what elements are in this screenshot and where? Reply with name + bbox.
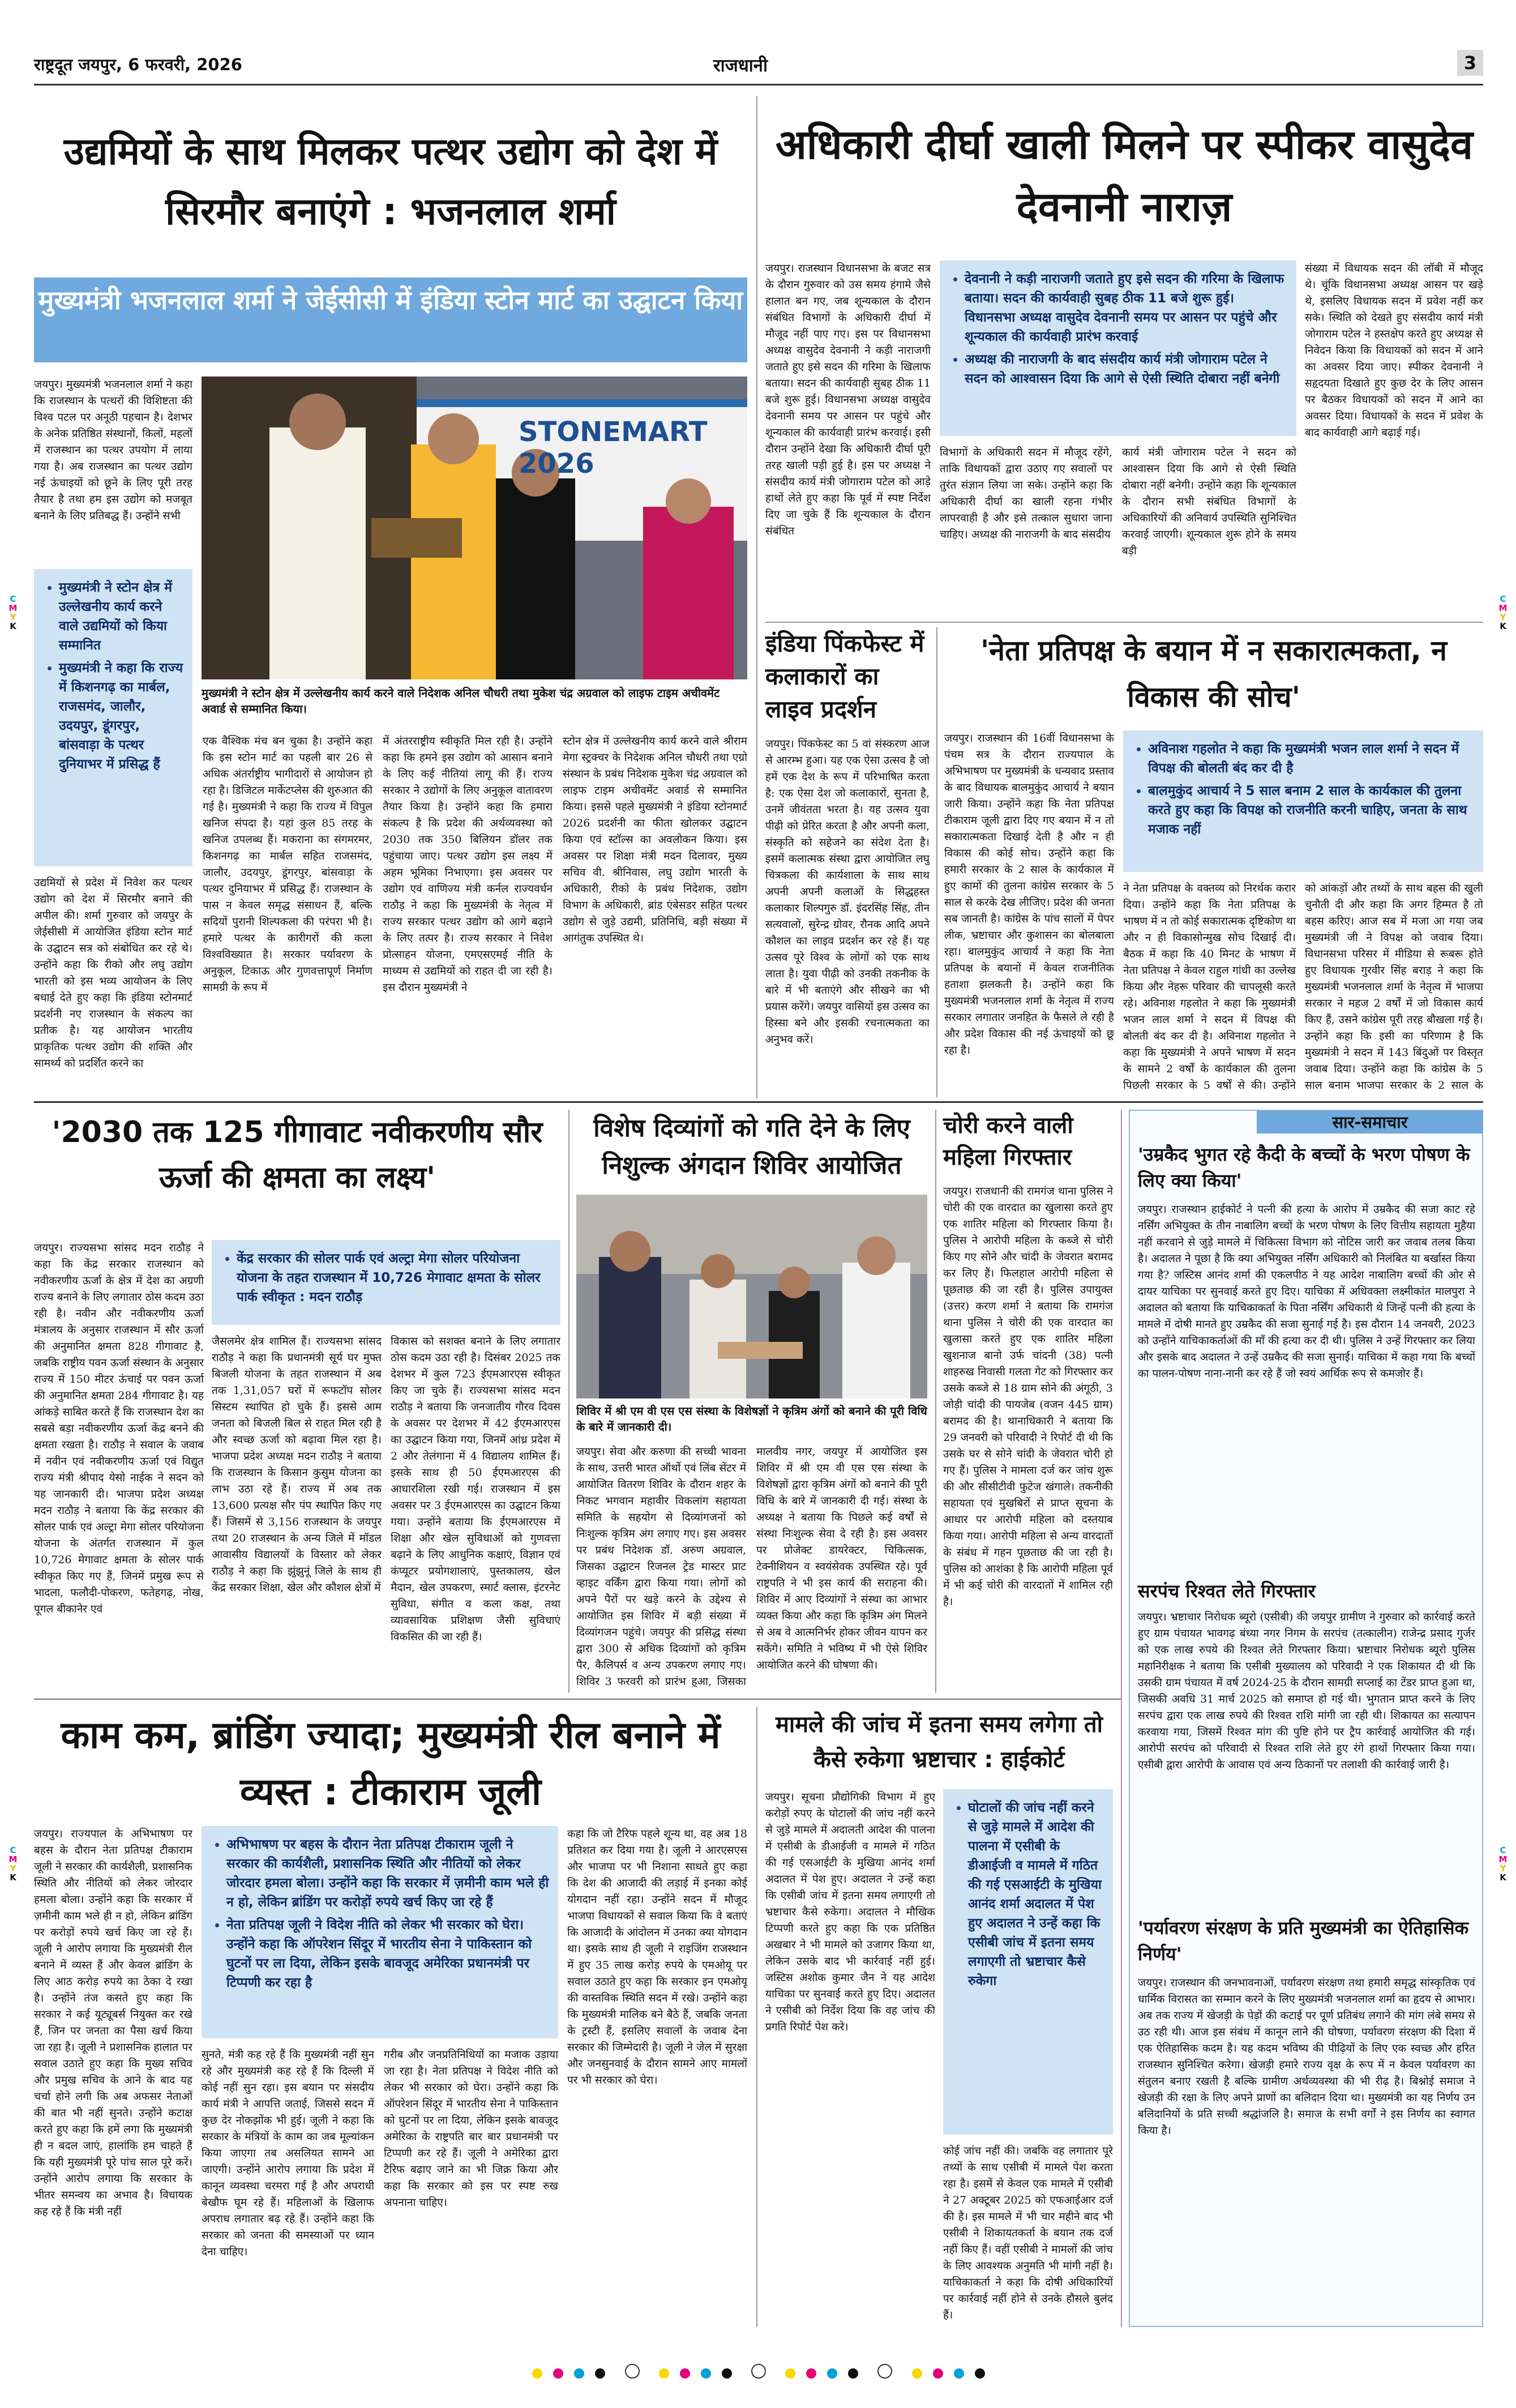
stone-mart-photo-caption: मुख्यमंत्री ने स्टोन क्षेत्र में उल्लेखनीय कार्य करने वाले निदेशक अनिल चौधरी तथा मुकेश चंद्र अग्रवाल को लाइफ टाइम अचीवमेंट अवार्ड से सम्मानित किया। — [202, 686, 720, 716]
stone-mart-highlights — [34, 569, 192, 866]
speaker-highlight-1: • देवनानी ने कड़ी नाराजगी जताते हुए इसे सदन की गरिमा के खिलाफ बताया। सदन की कार्यवाही सुबह ठीक 11 बजे शुरू हुई। विधानसभा अध्यक्ष वासुदेव देवनानी समय पर आसन पर पहुंचे और शून्यकाल की कार्यवाही प्रारंभ करवाई — [965, 270, 1288, 347]
solar-body-col3: विकास को सशक्त बनाने के लिए लगातार ठोस कदम उठा रही है। दिसंबर 2025 तक देशभर में कुल 723 ईएमआरएस स्वीकृत किए जा चुके हैं। राज्यसभा सांसद मदन राठौड़ ने बताया कि जनजातीय गौरव दिवस के अवसर पर देशभर में 42 ईएमआरएस का उद्घाटन किया गया, जिनमें आंध्र प्रदेश में 2 और तेलंगाना में 4 विद्यालय शामिल हैं। इसके साथ ही 50 ईएमआरएस की आधारशिला रखी गई। राजस्थान में इस अवसर पर 3 ईएमआरएस का उद्घाटन किया गया। उन्होंने बताया कि ईएमआरएस में शिक्षा और खेल सुविधाओं को गुणवत्ता बढ़ाने के लिए आधुनिक कक्षाएं, विज्ञान एवं कंप्यूटर प्रयोगशालाएं, पुस्तकालय, खेल मैदान, खेल उपकरण, स्मार्ट क्लास, इंटरनेट सुविधा, संगीत व कला कक्ष, तथा व्यावसायिक प्रशिक्षण जैसी सुविधाएं विकसित की जा रही हैं। — [391, 1335, 560, 1643]
jully-body-col2: सुनते, मंत्री कह रहे हैं कि मुख्यमंत्री नहीं सुन रहे और मुख्यमंत्री कह रहे हैं कि दिल्ली में कोई नहीं सुन रहा। इस बयान पर संसदीय कार्य मंत्री ने आपत्ति जताई, जिससे सदन में कुछ देर नोकझोंक भी हुई। जूली ने कहा कि सरकार के मंत्रियों के काम का जब मूल्यांकन किया जाएगा तब असलियत सामने आ जाएगी। उन्होंने आरोप लगाया कि प्रदेश में कानून व्यवस्था चरमरा गई है और अपराधी बेखौफ घूम रहे हैं। महिलाओं के खिलाफ अपराध लगातार बढ़ रहे हैं। उन्होंने कहा कि सरकार को जनता की समस्याओं पर ध्यान देना चाहिए। — [202, 2048, 374, 2258]
solar-body-col1: जयपुर। राज्यसभा सांसद मदन राठौड़ ने कहा कि केंद्र सरकार राजस्थान को नवीकरणीय ऊर्जा के क्षेत्र में देश का अग्रणी राज्य बनाने के लिए लगातार ठोस कदम उठा रही है। नवीन और नवीकरणीय ऊर्जा मंत्रालय के अनुसार राजस्थान में सौर ऊर्जा की अनुमानित क्षमता 828 गीगावाट है, जबकि राष्ट्रीय पवन ऊर्जा संस्थान के अनुसार राज्य में 150 मीटर ऊंचाई पर पवन ऊर्जा की अनुमानित क्षमता 284 गीगावाट है। यह आंकड़े साबित करते हैं कि राजस्थान देश का सबसे बड़ा नवीकरणीय ऊर्जा केंद्र बनने की क्षमता रखता है। राठौड़ ने सवाल के जवाब में नवीन एवं नवीकरणीय ऊर्जा एवं विद्युत राज्य मंत्री श्रीपाद येसो नाईक ने सदन को यह जानकारी दी। भाजपा प्रदेश अध्यक्ष मदन राठौड़ ने बताया कि केंद्र सरकार की सोलर पार्क एवं अल्ट्रा मेगा सोलर परियोजना योजना के अंतर्गत राजस्थान में कुल 10,726 मेगावाट क्षमता के सोलर पार्क स्वीकृत किए गए हैं, जिनमें प्रमुख रूप से भादला, फलौदी-पोकरण, फतेहगढ़, नोख, पूगल बीकानेर एवं — [34, 1242, 204, 1615]
stone-mart-body-col3: में अंतरराष्ट्रीय स्वीकृति मिल रही है। उन्होंने कहा कि हमने इस उद्योग को आसान बनाने के लिए कई नीतियां लागू की हैं। राज्य सरकार ने उद्योगों के लिए अनुकूल वातावरण तैयार किया है। उन्होंने कहा कि हमारा संकल्प है कि प्रदेश की अर्थव्यवस्था को 2030 तक 350 बिलियन डॉलर तक पहुंचाया जाए। पत्थर उद्योग इस लक्ष्य में अहम भूमिका निभाएगा। इस अवसर पर उद्योग एवं वाणिज्य मंत्री कर्नल राज्यवर्धन राठौड़ ने कहा कि मुख्यमंत्री के नेतृत्व में राज्य सरकार पत्थर उद्योग को आगे बढ़ाने के लिए तत्पर है। राज्य सरकार ने निवेश प्रोत्साहन योजना, एमएसएमई नीति के माध्यम से उद्यमियों को राहत दी जा रही है। इस दौरान मुख्यमंत्री ने — [383, 735, 553, 994]
solar-body-col2: जैसलमेर क्षेत्र शामिल हैं। राज्यसभा सांसद राठौड़ ने कहा कि प्रधानमंत्री सूर्य घर मुफ्त बिजली योजना के तहत राजस्थान में अब तक 1,31,057 घरों में रूफटॉप सोलर सिस्टम स्थापित हो चुके हैं। इससे आम जनता को बिजली बिल से राहत मिल रही है और स्वच्छ ऊर्जा को बढ़ावा मिल रहा है। भाजपा प्रदेश अध्यक्ष मदन राठौड़ ने बताया कि राजस्थान के किसान कुसुम योजना का लाभ उठा रहे हैं। राज्य में अब तक 13,600 प्रत्यक्ष सौर पंप स्थापित किए गए हैं। जिसमें से 3,156 राजस्थान के जयपुर तथा 20 राजस्थान के अन्य जिले में मॉडल आवासीय विद्यालयों के विस्तार को लेकर राठौड़ ने कहा कि झुंझुनूं जिले के साथ ही केंद्र सरकार शिक्षा, खेल और कौशल क्षेत्रों में — [212, 1335, 382, 1594]
divider-s5-s6 — [568, 1110, 569, 1693]
headline-jully: काम कम, ब्रांडिंग ज्यादा; मुख्यमंत्री रील बनाने में व्यस्त : टीकाराम जूली — [61, 1713, 721, 1814]
news-3-title: 'पर्यावरण संरक्षण के प्रति मुख्यमंत्री का ऐतिहासिक निर्णय' — [1138, 1917, 1469, 1965]
jully-body-col3: गरीब और जनप्रतिनिधियों का मजाक उड़ाया जा रहा है। नेता प्रतिपक्ष ने विदेश नीति को लेकर भी सरकार को घेरा। उन्होंने कहा कि ऑपरेशन सिंदूर में भारतीय सेना ने पाकिस्तान को घुटनों पर ला दिया, लेकिन इसके बावजूद अमेरिका के राष्ट्रपति बार बार प्रधानमंत्री पर टिप्पणी कर रहे हैं। जूली ने अमेरिका द्वारा टैरिफ बढ़ाए जाने का भी जिक्र किया और कहा कि सरकार को इस पर स्पष्ट रुख अपनाना चाहिए। — [384, 2048, 558, 2209]
prosthetic-camp-image — [576, 1195, 927, 1398]
divyang-body-col2: मालवीय नगर, जयपुर में आयोजित इस शिविर में श्री एम वी एस एस संस्था के विशेषज्ञों द्वारा कृत्रिम अंगों को बनाने की पूरी विधि के बारे में जानकारी दी गई। संस्था के अध्यक्ष ने बताया कि पिछले कई वर्षों से संस्था निःशुल्क सेवा दे रही है। इस अवसर पर प्रोजेक्ट डायरेक्टर, चिकित्सक, टेक्नीशियन व स्वयंसेवक उपस्थित रहे। पूर्व राष्ट्रपति ने भी इस कार्य की सराहना की। शिविर में आए दिव्यांगों ने संस्था का आभार व्यक्त किया और कहा कि कृत्रिम अंग मिलने से अब वे आत्मनिर्भर होकर जीवन यापन कर सकेंगे। समिति ने भविष्य में भी ऐसे शिविर आयोजित करने की घोषणा की। — [756, 1445, 927, 1671]
divider-s9-s10 — [756, 1707, 757, 2327]
headline-speaker: अधिकारी दीर्घा खाली मिलने पर स्पीकर वासुदेव देवनानी नाराज़ — [775, 121, 1474, 230]
masthead-date: राष्ट्रदूत जयपुर, 6 फरवरी, 2026 — [34, 55, 242, 74]
rule-lower — [34, 1699, 1121, 1700]
high-court-body-col2: कोई जांच नहीं की। जबकि वह लगातार पूरे तथ्यों के साथ एसीबी में मामले पेश करता रहा है। इसमें से केवल एक मामले में एसीबी ने 27 अक्टूबर 2025 को एफआईआर दर्ज की है। इस मामले में भी चार महीने बाद भी एसीबी ने शिकायतकर्ता के बयान तक दर्ज नहीं किए हैं। वहीं एसीबी ने मामलों की जांच के लिए आवश्यक अनुमति भी मांगी नहीं है। याचिकाकर्ता ने कहा कि दोषी अधिकारियों पर कार्रवाई नहीं होने से उनके हौसले बुलंद हैं। — [943, 2145, 1113, 2321]
stone-mart-banner-text: STONEMART 2026 — [519, 416, 708, 480]
saar-samachar-label: सार-समाचार — [1257, 1111, 1483, 1134]
divyang-body-col1: जयपुर। सेवा और करुणा की सच्ची भावना के साथ, उत्तरी भारत ऑर्थो एवं लिंब सेंटर में आयोजित वितरण शिविर के दौरान शहर के निकट भगवान महावीर विकलांग सहायता समिति के सहयोग से दिव्यांगजनों को निःशुल्क कृत्रिम अंग लगाए गए। इस अवसर पर प्रबंध निदेशक डॉ. अरुण अग्रवाल, जिसका उद्घाटन रिजनल ट्रेड मास्टर प्राट व्हाइट वर्किंग द्वारा किया गया। लोगों को अपने पैरों पर खड़े करने के उद्देश्य से आयोजित इस शिविर में बड़ी संख्या में दिव्यांगजन पहुंचे। जयपुर की प्रसिद्ध संस्था द्वारा 300 से अधिक दिव्यांगों को कृत्रिम पैर, कैलिपर्स व अन्य उपकरण लगाए गए। शिविर 3 फरवरी को प्रारंभ हुआ, जिसका — [576, 1445, 746, 1687]
jully-highlight-2: • नेता प्रतिपक्ष जूली ने विदेश नीति को लेकर भी सरकार को घेरा। उन्होंने कहा कि ऑपरेशन सिंदूर में भारतीय सेना ने पाकिस्तान को घुटनों पर ला दिया, लेकिन इसके बावजूद अमेरिका प्रधानमंत्री पर टिप्पणी कर रहा है — [226, 1915, 550, 1992]
registration-mark — [751, 2364, 766, 2379]
registration-mark — [625, 2364, 640, 2379]
subheadline-stone-mart: मुख्यमंत्री भजनलाल शर्मा ने जेईसीसी में इंडिया स्टोन मार्ट का उद्घाटन किया — [34, 277, 747, 362]
speaker-highlight-2: • अध्यक्ष की नाराजगी के बाद संसदीय कार्य मंत्री जोगाराम पटेल ने सदन को आश्वासन दिया कि आगे से ऐसी स्थिति दोबारा नहीं बनेगी — [965, 350, 1288, 388]
headline-divyang: विशेष दिव्यांगों को गति देने के लिए निशुल्क अंगदान शिविर आयोजित — [593, 1114, 910, 1180]
headline-solar: '2030 तक 125 गीगावाट नवीकरणीय सौर ऊर्जा की क्षमता का लक्ष्य' — [52, 1115, 543, 1195]
divider-s7-s8 — [1121, 1110, 1122, 2327]
saar-samachar-box — [1129, 1110, 1483, 2327]
chori-body: जयपुर। राजधानी की रामगंज थाना पुलिस ने चोरी की एक वारदात का खुलासा करते हुए एक शातिर महिला को गिरफ्तार किया है। पुलिस ने आरोपी महिला के कब्जे से चोरी किए गए सोने और चांदी के जेवरात बरामद कर लिए हैं। फिलहाल आरोपी महिला से पूछताछ की जा रही है। पुलिस उपायुक्त (उत्तर) करण शर्मा ने बताया कि रामगंज थाना पुलिस ने चोरी की एक वारदात का खुलासा करते हुए एक शातिर महिला खुशनाज बानो उर्फ चांदनी (38) पत्नी शाहरुख निवासी गलता गेट को गिरफ्तार कर उसके कब्जे से 18 ग्राम सोने की अंगूठी, 3 जोड़ी चांदी की पायजेब (वजन 445 ग्राम) बरामद की है। थानाधिकारी ने बताया कि 29 जनवरी को परिवादी ने रिपोर्ट दी थी कि उसके घर से सोने चांदी के जेवरात चोरी हो गए हैं। पुलिस ने मामला दर्ज कर जांच शुरू की और सीसीटीवी फुटेज खंगाले। तकनीकी सहायता एवं मुखबिरों से प्राप्त सूचना के आधार पर आरोपी महिला को दस्तयाब किया गया। आरोपी महिला से अन्य वारदातों के संबंध में गहन पूछताछ की जा रही है। पुलिस को आशंका है कि आरोपी महिला पूर्व में भी कई चोरी की वारदातों में शामिल रही है। — [943, 1185, 1113, 1608]
jully-highlight-1: • अभिभाषण पर बहस के दौरान नेता प्रतिपक्ष टीकाराम जूली ने सरकार की कार्यशैली, प्रशासनिक स्थिति और नीतियों को लेकर जोरदार हमला बोला। उन्होंने कहा कि सरकार में ज़मीनी काम भले ही न हो, लेकिन ब्रांडिंग पर करोड़ों रुपये खर्च किए जा रहे हैं — [226, 1835, 550, 1912]
news-1-body: जयपुर। राजस्थान हाईकोर्ट ने पत्नी की हत्या के आरोप में उम्रकैद की सजा काट रहे नर्सिंग अभियुक्त के तीन नाबालिग बच्चों के भरण पोषण के लिए वित्तीय सहायता मुहैया नहीं करवाने से जुड़े मामले में चिकित्सा विभाग को नोटिस जारी कर जवाब तलब किया है। अदालत ने पूछा है कि क्या अभियुक्त नर्सिंग अधिकारी को निलंबित या बर्खास्त किया गया है? जस्टिस आनंद शर्मा की एकलपीठ ने यह आदेश नाबालिग बच्चों की ओर से दायर याचिका पर सुनवाई करते हुए दिए। याचिका में अधिवक्ता लक्ष्मीकांत मालपुरा ने अदालत को बताया कि याचिकाकर्ता के पिता नर्सिंग अधिकारी थे जिन्हें पत्नी की हत्या के मामले में दोषी मानते हुए उम्रकैद की सजा सुनाई गई है। इस दौरान 14 जनवरी, 2023 को उन्होंने याचिकाकर्ताओं की माँ की हत्या कर दी थी। पुलिस ने उन्हें गिरफ्तार कर लिया और इसके बाद अदालत ने उन्हें उम्रकैद की सजा सुनाई। याचिका में कहा गया कि बच्चों का पालन-पोषण नाना-नानी कर रहे हैं जो स्वयं आर्थिक रूप से कमजोर हैं। — [1138, 1203, 1475, 1380]
solar-highlight — [212, 1240, 560, 1325]
news-2-title: सरपंच रिश्वत लेते गिरफ्तार — [1138, 1580, 1316, 1602]
neta-highlights — [1123, 730, 1483, 872]
neta-highlight-2: • बालमुकुंद आचार्य ने 5 साल बनाम 2 साल के कार्यकाल की तुलना करते हुए कहा कि विपक्ष को राजनीति करनी चाहिए, जनता के साथ मजाक नहीं — [1148, 781, 1475, 839]
speaker-highlights — [940, 260, 1296, 436]
news-1-title: 'उम्रकैद भुगत रहे कैदी के बच्चों के भरण पोषण के लिए क्या किया' — [1138, 1144, 1470, 1191]
headline-stone-mart: उद्यमियों के साथ मिलकर पत्थर उद्योग को देश में सिरमौर बनाएंगे : भजनलाल शर्मा — [63, 130, 718, 233]
news-3-body: जयपुर। राजस्थान की जनभावनाओं, पर्यावरण संरक्षण तथा हमारी समृद्ध सांस्कृतिक एवं धार्मिक विरासत का सम्मान करने के लिए मुख्यमंत्री भजनलाल शर्मा का हृदय से आभार। अब तक राज्य में खेजड़ी के पेड़ों की कटाई पर पूर्ण प्रतिबंध लगाने की मांग लंबे समय से उठ रही थी। आज इस संबंध में कानून लाने की घोषणा, पर्यावरण संरक्षण की दिशा में एक ऐतिहासिक कदम है। यह कदम भविष्य की पीढ़ियों के लिए एक स्वच्छ और हरित राजस्थान सुनिश्चित करेगा। खेजड़ी हमारे राज्य वृक्ष के रूप में न केवल पर्यावरण का संतुलन बनाए रखती है बल्कि ग्रामीण अर्थव्यवस्था की भी रीढ़ है। बिश्नोई समाज ने खेजड़ी की रक्षा के लिए अपने प्राणों का बलिदान दिया था। मुख्यमंत्री का यह निर्णय उन बलिदानियों के प्रति सच्ची श्रद्धांजलि है। समाज के सभी वर्गों ने इस निर्णय का स्वागत किया है। — [1138, 1977, 1475, 2137]
high-court-highlight — [943, 1789, 1113, 2135]
stone-mart-body-col4: स्टोन क्षेत्र में उल्लेखनीय कार्य करने वाले श्रीराम मेगा स्ट्रक्चर के निदेशक अनिल चौधरी तथा एग्रो संस्थान के प्रबंध निदेशक मुकेश चंद्र अग्रवाल को लाइफ टाइम अचीवमेंट अवार्ड से सम्मानित किया। इससे पहले मुख्यमंत्री ने इंडिया स्टोनमार्ट 2026 प्रदर्शनी का फीता खोलकर उद्घाटन किया एवं स्टॉल्स का अवलोकन किया। इस अवसर पर शिक्षा मंत्री मदन दिलावर, मुख्य सचिव वी. श्रीनिवास, लघु उद्योग भारती के अधिकारी, रीको के प्रबंध निदेशक, उद्योग विभाग के अधिकारी, ब्रांड एंबेसडर सहित पत्थर उद्योग से जुड़े उद्यमी, प्रतिनिधि, बड़ी संख्या में आगंतुक उपस्थित थे। — [563, 735, 747, 944]
speaker-body-col2: विभागों के अधिकारी सदन में मौजूद रहेंगे, ताकि विधायकों द्वारा उठाए गए सवालों पर तुरंत संज्ञान लिया जा सके। उन्होंने कहा कि अधिकारी दीर्घा का खाली रहना गंभीर लापरवाही है और इसे तत्काल सुधारा जाना चाहिए। अध्यक्ष की नाराजगी के बाद संसदीय — [940, 446, 1112, 541]
divyang-photo — [576, 1195, 927, 1398]
speaker-body-col3: कार्य मंत्री जोगाराम पटेल ने सदन को आश्वासन दिया कि आगे से ऐसी स्थिति दोबारा नहीं बनेगी। उन्होंने कहा कि शून्यकाल के दौरान सभी संबंधित विभागों के अधिकारियों की अनिवार्य उपस्थिति सुनिश्चित करवाई जाएगी। शून्यकाल शुरू होने के समय बड़ी — [1122, 446, 1296, 557]
stone-mart-body-col2: एक वैश्विक मंच बन चुका है। उन्होंने कहा कि इस स्टोन मार्ट का पहली बार 26 से अधिक अंतर्राष्ट्रीय भागीदारों से आयोजन हो रहा है। डिजिटल मार्केटप्लेस की शुरुआत की गई है। मुख्यमंत्री ने कहा कि राज्य में विपुल खनिज संपदा है। यहां कुल 85 तरह के खनिज उपलब्ध हैं। मकराना का संगमरमर, किशनगढ़ का मार्बल सहित राजसमंद, जालौर, उदयपुर, डूंगरपुर, बांसवाड़ा के पत्थर दुनियाभर में प्रसिद्ध हैं। राजस्थान के पास न केवल समृद्ध संसाधन हैं, बल्कि सदियों पुरानी शिल्पकला की परंपरा भी है। हमारे पत्थर के कारीगरों की कला विश्वविख्यात है। सरकार पर्यावरण के अनुकूल, टिकाऊ और गुणवत्तापूर्ण निर्माण सामग्री के रूप में — [203, 735, 372, 994]
masthead-rule — [34, 84, 1483, 85]
headline-neta-pratipaksh: 'नेता प्रतिपक्ष के बयान में न सकारात्मकता, न विकास की सोच' — [980, 634, 1447, 713]
neta-highlight-1: • अविनाश गहलोत ने कहा कि मुख्यमंत्री भजन लाल शर्मा ने सदन में विपक्ष की बोलती बंद कर दी है — [1148, 739, 1475, 778]
stone-mart-body-col1: उद्यमियों से प्रदेश में निवेश कर पत्थर उद्योग को देश में सिरमौर बनाने की अपील की। शर्मा गुरुवार को जयपुर के जेईसीसी में आयोजित इंडिया स्टोन मार्ट के उद्घाटन सत्र को संबोधित कर रहे थे। उन्होंने कहा कि रीको और लघु उद्योग भारती को इस भव्य आयोजन के लिए बधाई देते हुए कहा कि इंडिया स्टोनमार्ट प्रदर्शनी नए राजस्थान के संकल्प का प्रतीक है। यह आयोजन भारतीय प्राकृतिक पत्थर उद्योग की शक्ति और सामर्थ्य को प्रदर्शित करने का — [34, 876, 192, 1070]
rule-under-speaker — [765, 622, 1483, 623]
divider-s6-s7 — [935, 1110, 936, 1693]
high-court-highlight-1: • घोटालों की जांच नहीं करने से जुड़े मामले में आदेश की पालना में एसीबी के डीआईजी व मामले में गठित की गई एसआईटी के मुखिया आनंद शर्मा अदालत में पेश हुए अदालत ने उन्हें कहा कि एसीबी जांच में इतना समय लगाएगी तो भ्रष्टाचार कैसे रुकेगा — [968, 1798, 1105, 1991]
jully-body-col1: जयपुर। राज्यपाल के अभिभाषण पर बहस के दौरान नेता प्रतिपक्ष टीकाराम जूली ने सरकार की कार्यशैली, प्रशासनिक स्थिति और नीतियों को लेकर जोरदार हमला बोला। उन्होंने कहा कि सरकार में ज़मीनी काम भले ही न हो, लेकिन ब्रांडिंग पर करोड़ों रुपये खर्च किए जा रहे हैं। जूली ने आरोप लगाया कि मुख्यमंत्री रील बनाने में व्यस्त हैं और केवल ब्रांडिंग के लिए आठ करोड़ रुपये का ठेका दे रखा है। उन्होंने तंज कसते हुए कहा कि सरकार ने कई यूट्यूबर्स नियुक्त कर रखे हैं, जिन पर जनता का पैसा खर्च किया जा रहा है। जूली ने प्रशासनिक हालात पर सवाल उठाते हुए कहा कि मुख्य सचिव और प्रमुख सचिव के आने के बाद यह चर्चा होने लगी कि अब अफसर नेताओं की बात भी नहीं सुनते। उन्होंने कटाक्ष करते हुए कहा कि हमें लगा कि मुख्यमंत्री ही न बदल जाएं, हालांकि हम चाहते हैं कि यही मुख्यमंत्री पूरे पांच साल पूरे करें। उन्होंने आरोप लगाया कि सरकार के भीतर समन्वय का अभाव है। विधायक कह रहे हैं कि मंत्री नहीं — [34, 1828, 192, 2218]
stone-mart-photo — [202, 377, 747, 679]
color-mark-right-bottom: C M Y K — [1498, 1845, 1508, 1883]
news-2-body: जयपुर। भ्रष्टाचार निरोधक ब्यूरो (एसीबी) की जयपुर ग्रामीण ने गुरुवार को कार्रवाई करते हुए ग्राम पंचायत भावगढ़ बंध्या नगर निगम के सरपंच (तत्कालीन) राजेन्द्र प्रसाद गुर्जर को एक लाख रुपये की रिश्वत लेते गिरफ्तार किया। भ्रष्टाचार निरोधक ब्यूरो पुलिस महानिरीक्षक ने बताया कि एसीबी मुख्यालय को परिवादी ने एक शिकायत दी थी कि उसकी ग्राम पंचायत में वर्ष 2024-25 के दौरान सामग्री सप्लाई का टेंडर प्राप्त हुआ था, जिसकी अवधि 31 मार्च 2025 को समाप्त हो गई थी। भुगतान प्राप्त करने के लिए सरपंच द्वारा एक लाख रुपये की रिश्वत राशि मांगी जा रही थी। शिकायत का सत्यापन करवाया गया, जिसमें रिश्वत मांग की पुष्टि होने पर ट्रैप कार्रवाई आयोजित की गई। आरोपी सरपंच को परिवादी से रिश्वत राशि लेते हुए रंगे हाथों गिरफ्तार किया गया। एसीबी द्वारा आरोपी के आवास एवं अन्य ठिकानों पर तलाशी की कार्रवाई जारी है। — [1138, 1611, 1475, 1771]
registration-mark — [877, 2364, 892, 2379]
rule-middle — [34, 1101, 1483, 1103]
speaker-body-col1: जयपुर। राजस्थान विधानसभा के बजट सत्र के दौरान गुरुवार को उस समय हंगामे जैसे हालात बन गए, जब शून्यकाल के दौरान संबंधित विभागों के अधिकारी दीर्घा में मौजूद नहीं पाए गए। इस पर विधानसभा अध्यक्ष वासुदेव देवनानी ने कड़ी नाराजगी जताते हुए इसे सदन की गरिमा के खिलाफ बताया। सदन की कार्यवाही सुबह ठीक 11 बजे शुरू हुई। विधानसभा अध्यक्ष वासुदेव देवनानी समय पर आसन पर पहुंचे और शून्यकाल की कार्यवाही प्रारंभ करवाई। इसी दौरान उन्होंने देखा कि अधिकारी दीर्घा पूरी तरह खाली पड़ी हुई है। इस पर अध्यक्ष ने संसदीय कार्य मंत्री जोगाराम पटेल को आड़े हाथों लेते हुए कहा कि पूर्व में स्पष्ट निर्देश दिए जा चुके हैं कि शून्यकाल के दौरान संबंधित — [765, 262, 931, 537]
solar-highlight-1: • केंद्र सरकार की सोलर पार्क एवं अल्ट्रा मेगा सोलर परियोजना योजना के तहत राजस्थान में 10,726 मेगावाट क्षमता के सोलर पार्क स्वीकृत : मदन राठौड़ — [237, 1249, 553, 1307]
jully-body-col4: कहा कि जो टैरिफ पहले शून्य था, वह अब 18 प्रतिशत कर दिया गया है। जूली ने आरएसएस और भाजपा पर भी निशाना साधते हुए कहा कि देश की आजादी की लड़ाई में इनका कोई योगदान नहीं रहा। उन्होंने सदन में मौजूद भाजपा विधायकों से सवाल किया कि वे बताएं कि आजादी के आंदोलन में उनका क्या योगदान था। इसके साथ ही जूली ने राइजिंग राजस्थान में हुए 35 लाख करोड़ रुपये के एमओयू पर सवाल उठाते हुए कहा कि सरकार इन एमओयू की वास्तविक स्थिति सदन में रखे। उन्होंने कहा कि मुख्यमंत्री मालिक बने बैठे हैं, जबकि जनता के ट्रस्टी हैं, इसलिए सवालों के जवाब देना सरकार की जिम्मेदारी है। जूली ने जेल में सुरक्षा और जनसुनवाई के दौरान सामने आए मामलों पर भी सरकार को घेरा। — [567, 1828, 747, 2086]
page-number: 3 — [1457, 50, 1483, 76]
divider-s1-s2 — [756, 96, 757, 1098]
jully-highlights — [202, 1826, 558, 2038]
divider-s3-s4 — [936, 627, 937, 1097]
divyang-photo-caption: शिविर में श्री एम वी एस एस संस्था के विशेषज्ञों ने कृत्रिम अंगों को बनाने की पूरी विधि के बारे में जानकारी दी। — [576, 1404, 927, 1434]
neta-body-col1: जयपुर। राजस्थान की 16वीं विधानसभा के पंचम सत्र के दौरान राज्यपाल के अभिभाषण पर मुख्यमंत्री के धन्यवाद प्रस्ताव के बाद विधायक बालमुकुंद आचार्य ने बयान जारी किया। उन्होंने कहा कि नेता प्रतिपक्ष टीकाराम जूली द्वारा दिए गए बयान में न तो सकारात्मकता दिखाई देती है और न ही विकास की कोई सोच। उन्होंने कहा कि हमारी सरकार के 2 साल के कार्यकाल में हुए कामों की तुलना कांग्रेस सरकार के 5 साल से करके देख लीजिए। प्रदेश की जनता सब जानती है। कांग्रेस के पांच सालों में पेपर लीक, भ्रष्टाचार और कुशासन का बोलबाला रहा। बालमुकुंद आचार्य ने कहा कि नेता प्रतिपक्ष के बयानों में केवल राजनीतिक हताशा झलकती है। उन्होंने कहा कि मुख्यमंत्री भजनलाल शर्मा के नेतृत्व में राज्य सरकार लगातार जनहित के फैसले ले रही है और प्रदेश विकास की नई ऊंचाइयों को छू रहा है। — [944, 732, 1114, 1057]
neta-body-col2: ने नेता प्रतिपक्ष के वक्तव्य को निरर्थक करार दिया। उन्होंने कहा कि नेता प्रतिपक्ष के भाषण में न तो कोई सकारात्मक दृष्टिकोण था और न ही विकासोन्मुख सोच दिखाई दी। बैठक में कहा कि 40 मिनट के भाषण में नेता प्रतिपक्ष ने केवल राहुल गांधी का उल्लेख किया और नेहरू परिवार की चापलूसी करते रहे। अविनाश गहलोत ने कहा कि मुख्यमंत्री भजन लाल शर्मा ने सदन में विपक्ष की बोलती बंद कर दी है। अविनाश गहलोत ने कहा कि मुख्यमंत्री ने अपने भाषण में सदन के सामने 2 वर्षों के कार्यकाल की तुलना पिछली सरकार के 5 वर्षों से की। उन्होंने — [1123, 882, 1296, 1092]
color-mark-left-bottom: C M Y K — [8, 1845, 18, 1883]
neta-body-col3: को आंकड़ों और तथ्यों के साथ बहस की खुली चुनौती दी और कहा कि अगर हिम्मत है तो बहस करिए। आज सब में मजा आ गया जब मुख्यमंत्री जी ने विपक्ष को जवाब दिया। विधानसभा परिसर में मीडिया से रूबरू होते हुए विधायक गुरवीर सिंह बराड़ ने कहा कि मुख्यमंत्री भजनलाल शर्मा के नेतृत्व में भाजपा सरकार ने महज 2 वर्षों में जो विकास कार्य किए हैं, उसने कांग्रेस पूरी तरह बौखला गई है। उन्होंने कहा कि इसी का परिणाम है कि मुख्यमंत्री ने सदन में 143 बिंदुओं पर विस्तृत जवाब दिया। उन्होंने कहा कि कांग्रेस के 5 साल बनाम भाजपा सरकार के 2 साल के — [1305, 882, 1483, 1092]
speaker-body-col4: संख्या में विधायक सदन की लॉबी में मौजूद थे। चूंकि विधानसभा अध्यक्ष आसन पर खड़े थे, इसलिए विधायक सदन में प्रवेश नहीं कर सके। स्थिति को देखते हुए संसदीय कार्य मंत्री जोगाराम पटेल ने हस्तक्षेप करते हुए अध्यक्ष से निवेदन किया कि विधायकों को सदन में आने का अवसर दिया जाए। स्पीकर देवनानी ने सहृदयता दिखाते हुए कुछ देर के लिए आसन पर बैठकर विधायकों को सदन में आने का अवसर दिया। विधायकों के सदन में प्रवेश के बाद कार्यवाही आगे बढ़ाई गई। — [1305, 262, 1483, 439]
high-court-body-col1: जयपुर। सूचना प्रौद्योगिकी विभाग में हुए करोड़ों रुपए के घोटालों की जांच नहीं करने से जुड़े मामले में अदालती आदेश की पालना में एसीबी के डीआईजी व मामले में गठित की गई एसआईटी के मुखिया आनंद शर्मा अदालत में पेश हुए। अदालत ने उन्हें कहा कि एसीबी जांच में इतना समय लगाएगी तो भ्रष्टाचार कैसे रुकेगा। अदालत ने मौखिक टिप्पणी करते हुए कहा कि एक प्रतिष्ठित अखबार ने भी मामले को उजागर किया था, लेकिन उसके बाद भी कार्रवाई नहीं हुई। जस्टिस अशोक कुमार जैन ने यह आदेश याचिका पर सुनवाई करते हुए दिए। अदालत ने एसीबी को निर्देश दिया कि वह जांच की प्रगति रिपोर्ट पेश करे। — [765, 1791, 935, 2033]
stone-mart-body-intro: जयपुर। मुख्यमंत्री भजनलाल शर्मा ने कहा कि राजस्थान के पत्थरों की विशिष्टता की विश्व पटल पर अनूठी पहचान है। देशभर के अनेक प्रतिष्ठित संस्थानों, किलों, महलों में राजस्थान का पत्थर उपयोग में लाया गया है। अब राजस्थान का पत्थर उद्योग नई ऊंचाइयों को छूने के लिए पूरी तरह तैयार है तथा हम इस उद्योग को मजबूत बनाने के लिए प्रतिबद्ध हैं। उन्होंने सभी — [34, 378, 192, 522]
color-mark-left-top: C M Y K — [8, 594, 18, 631]
headline-pinkfest: इंडिया पिंकफेस्ट में कलाकारों का लाइव प्रदर्शन — [765, 630, 924, 723]
masthead-section: राजधानी — [713, 55, 768, 76]
pinkfest-body: जयपुर। पिंकफेस्ट का 5 वां संस्करण आज से आरम्भ हुआ। यह एक ऐसा उत्सव है जो हमें एक देश के रूप में परिभाषित करता है: एक ऐसा देश जो कलाकारों, सुनता है, उनमें जीवंतता भरता है। यह उत्सव युवा पीढ़ी को प्रेरित करता है और अपनी कला, संस्कृति को सहेजने का संदेश देता है। इसमें कलात्मक संस्था द्वारा आयोजित लघु चित्रकला की कार्यशाला के साथ साथ अपनी अपनी कलाओं के सिद्धहस्त कलाकार शिल्पगुरु डॉ. इंदरसिंह सिंह, तीन सत्यवालों, सुरेन्द्र ग्रोवर, रौनक आदि अपने कौशल का लाइव प्रदर्शन कर रहे हैं। यह उत्सव पूरे विश्व के लोगों को एक साथ लाता है। युवा पीढ़ी को उनकी तकनीक के बारे में भी बताएंगे और सीखने का भी प्रयास करेंगे। जयपुर वासियों इस उत्सव का हिस्सा बने और इसकी रचनात्मकता का अनुभव करें। — [765, 738, 930, 1046]
stone-mart-highlight-2: • मुख्यमंत्री ने कहा कि राज्य में किशनगढ़ का मार्बल, राजसमंद, जालौर, उदयपुर, डूंगरपुर, बांसवाड़ा के पत्थर दुनियाभर में प्रसिद्ध हैं — [59, 658, 185, 774]
headline-chori: चोरी करने वाली महिला गिरफ्तार — [943, 1113, 1073, 1170]
headline-high-court: मामले की जांच में इतना समय लगेगा तो कैसे रुकेगा भ्रष्टाचार : हाईकोर्ट — [775, 1712, 1103, 1773]
color-mark-right-top: C M Y K — [1498, 594, 1508, 631]
footer-color-bars — [34, 2364, 1483, 2386]
stone-mart-highlight-1: • मुख्यमंत्री ने स्टोन क्षेत्र में उल्लेखनीय कार्य करने वाले उद्यमियों को किया सम्मानित — [59, 578, 185, 655]
masthead — [34, 50, 1483, 85]
